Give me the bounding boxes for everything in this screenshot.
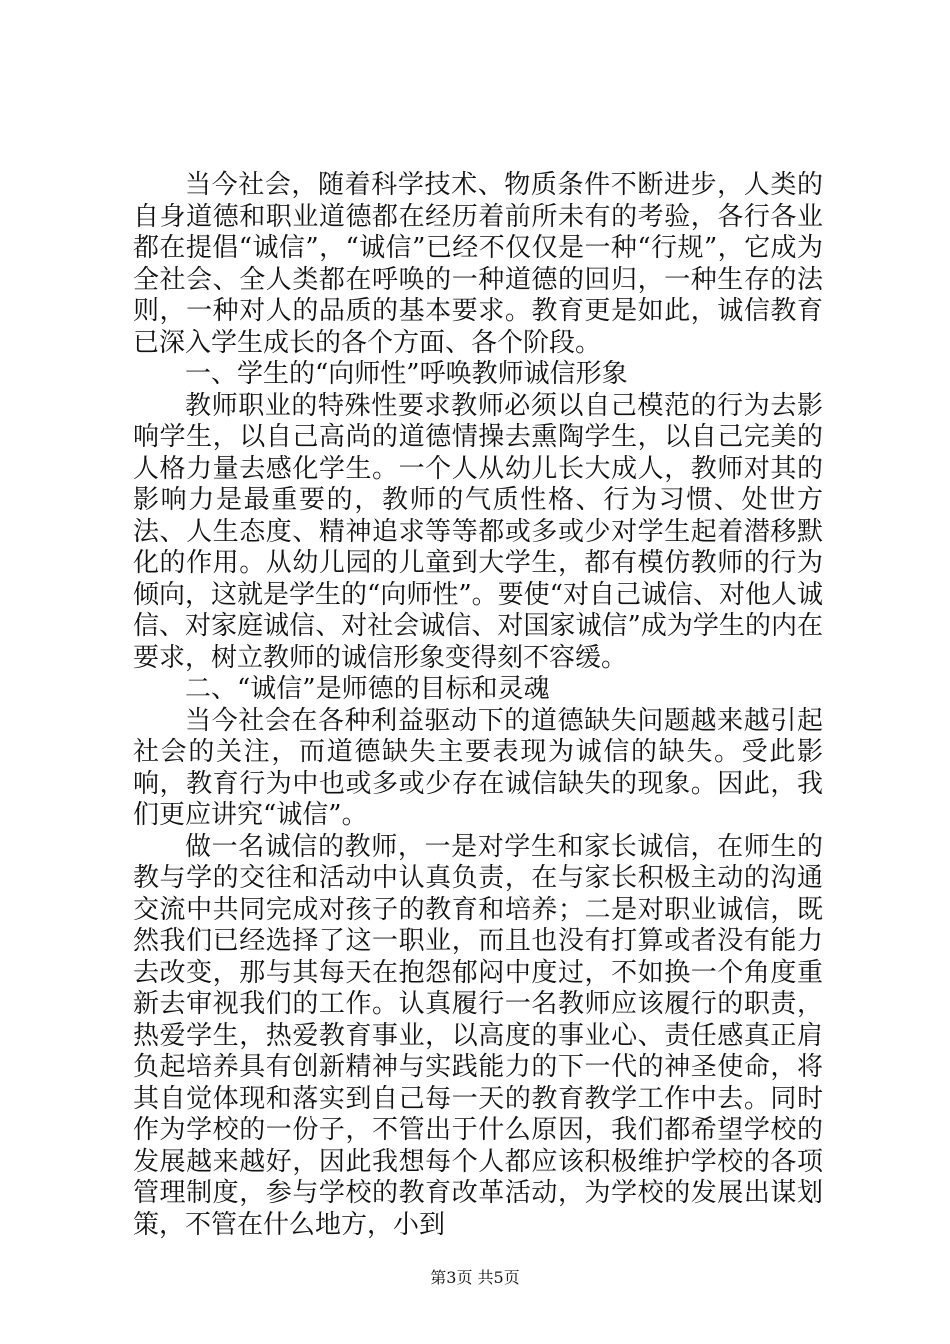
section-heading-2: 二、“诚信”是师德的目标和灵魂 [185, 674, 550, 704]
document-body [133, 170, 823, 1241]
section-1-paragraph: 教师职业的特殊性要求教师必须以自己模范的行为去影响学生，以自己高尚的道德情操去熏陶学生，以自己完美的人格力量去感化学生。一个人从幼儿长大成人，教师对其的影响力是最重要的，教师的气质性格、行为习惯、处世方法、人生态度、精神追求等等都或多或少对学生起着潜移默化的作用。从幼儿园的儿童到大学生，都有模仿教师的行为倾向，这就是学生的“向师性”。要使“对自己诚信、对他人诚信、对家庭诚信、对社会诚信、对国家诚信”成为学生的内在要求，树立教师的诚信形象变得刻不容缓。 [133, 390, 823, 673]
section-2-paragraph-1: 当今社会在各种利益驱动下的道德缺失问题越来越引起社会的关注，而道德缺失主要表现为诚信的缺失。受此影响，教育行为中也或多或少存在诚信缺失的现象。因此，我们更应讲究“诚信”。 [133, 705, 823, 830]
section-heading-1: 一、学生的“向师性”呼唤教师诚信形象 [185, 359, 628, 389]
section-2-paragraph-2: 做一名诚信的教师，一是对学生和家长诚信，在师生的教与学的交往和活动中认真负责，在与家长积极主动的沟通交流中共同完成对孩子的教育和培养；二是对职业诚信，既然我们已经选择了这一职业，而且也没有打算或者没有能力去改变，那与其每天在抱怨郁闷中度过，不如换一个角度重新去审视我们的工作。认真履行一名教师应该履行的职责，热爱学生，热爱教育事业，以高度的事业心、责任感真正肩负起培养具有创新精神与实践能力的下一代的神圣使命，将其自觉体现和落实到自己每一天的教育教学工作中去。同时作为学校的一份子，不管出于什么原因，我们都希望学校的发展越来越好，因此我想每个人都应该积极维护学校的各项管理制度，参与学校的教育改革活动，为学校的发展出谋划策，不管在什么地方，小到 [133, 831, 823, 1240]
intro-paragraph: 当今社会，随着科学技术、物质条件不断进步，人类的自身道德和职业道德都在经历着前所未有的考验，各行各业都在提倡“诚信”，“诚信”已经不仅仅是一种“行规”，它成为全社会、全人类都在呼唤的一种道德的回归，一种生存的法则，一种对人的品质的基本要求。教育更是如此，诚信教育已深入学生成长的各个方面、各个阶段。 [133, 170, 823, 358]
page-footer: 第3页 共5页 [430, 1268, 520, 1287]
